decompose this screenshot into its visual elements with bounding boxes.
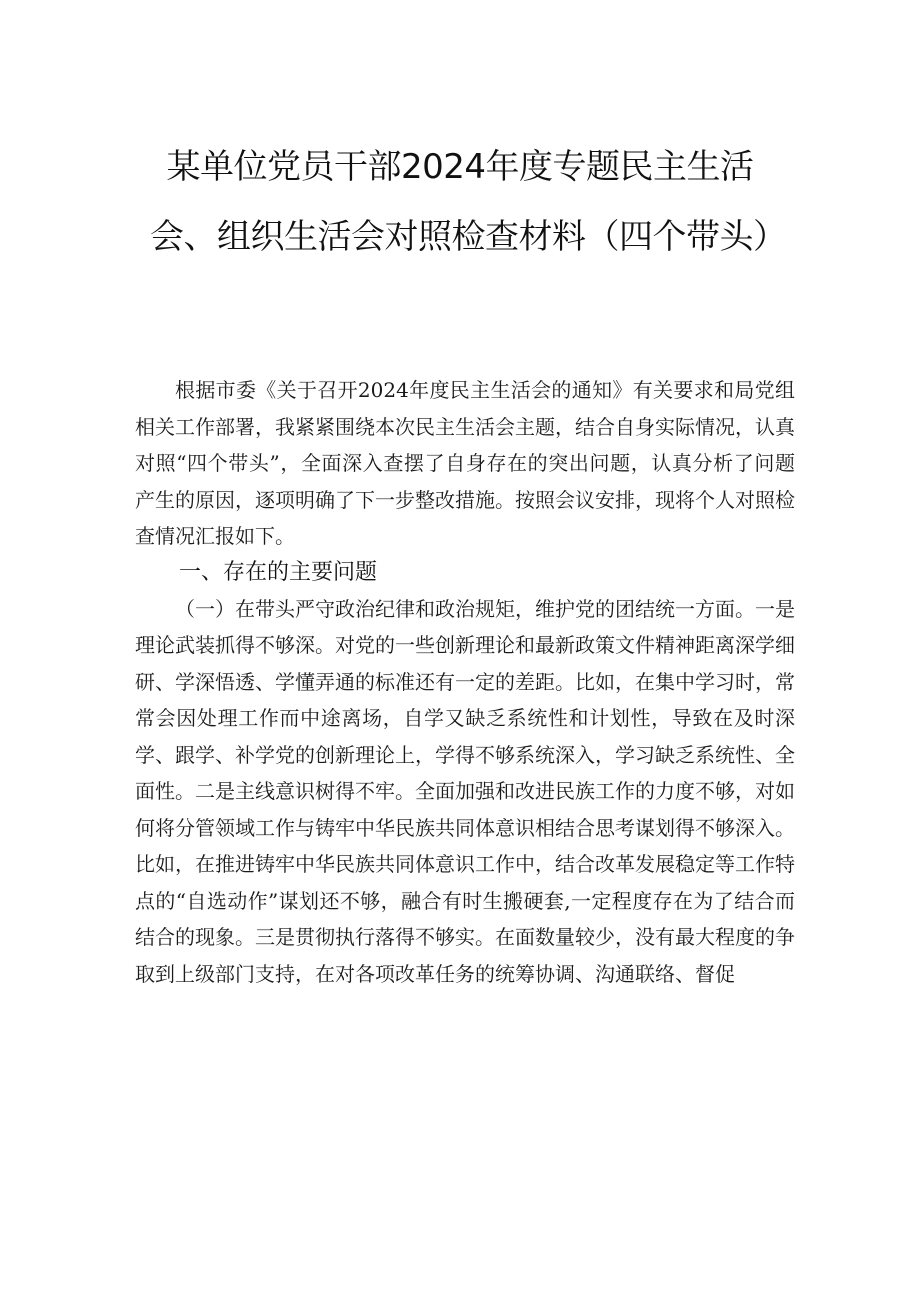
intro-paragraph: 根据市委《关于召开2024年度民主生活会的通知》有关要求和局党组相关工作部署，我紧紧围绕本次民主生活会主题，结合自身实际情况，认真对照“四个带头”，全面深入查摆了自身存在的突出问题，认真分析了问题产生的原因，逐项明确了下一步整改措施。按照会议安排，现将个人对照检查情况汇报如下。 <box>135 378 795 548</box>
document-body <box>135 372 795 992</box>
section-1-paragraph-1: （一）在带头严守政治纪律和政治规矩，维护党的团结统一方面。一是理论武装抓得不够深。对党的一些创新理论和最新政策文件精神距离深学细研、学深悟透、学懂弄通的标准还有一定的差距。比如，在集中学习时，常常会因处理工作而中途离场，自学又缺乏系统性和计划性，导致在及时深学、跟学、补学党的创新理论上，学得不够系统深入，学习缺乏系统性、全面性。二是主线意识树得不牢。全面加强和改进民族工作的力度不够，对如何将分管领域工作与铸牢中华民族共同体意识相结合思考谋划得不够深入。比如，在推进铸牢中华民族共同体意识工作中，结合改革发展稳定等工作特点的“自选动作”谋划还不够，融合有时生搬硬套,一定程度存在为了结合而结合的现象。三是贯彻执行落得不够实。在面数量较少，没有最大程度的争取到上级部门支持，在对各项改革任务的统筹协调、沟通联络、督促 <box>135 596 795 986</box>
section-heading-1: 一、存在的主要问题 <box>179 559 378 585</box>
document-title: 某单位党员干部2024年度专题民主生活会、组织生活会对照检查材料（四个带头） <box>150 147 787 257</box>
